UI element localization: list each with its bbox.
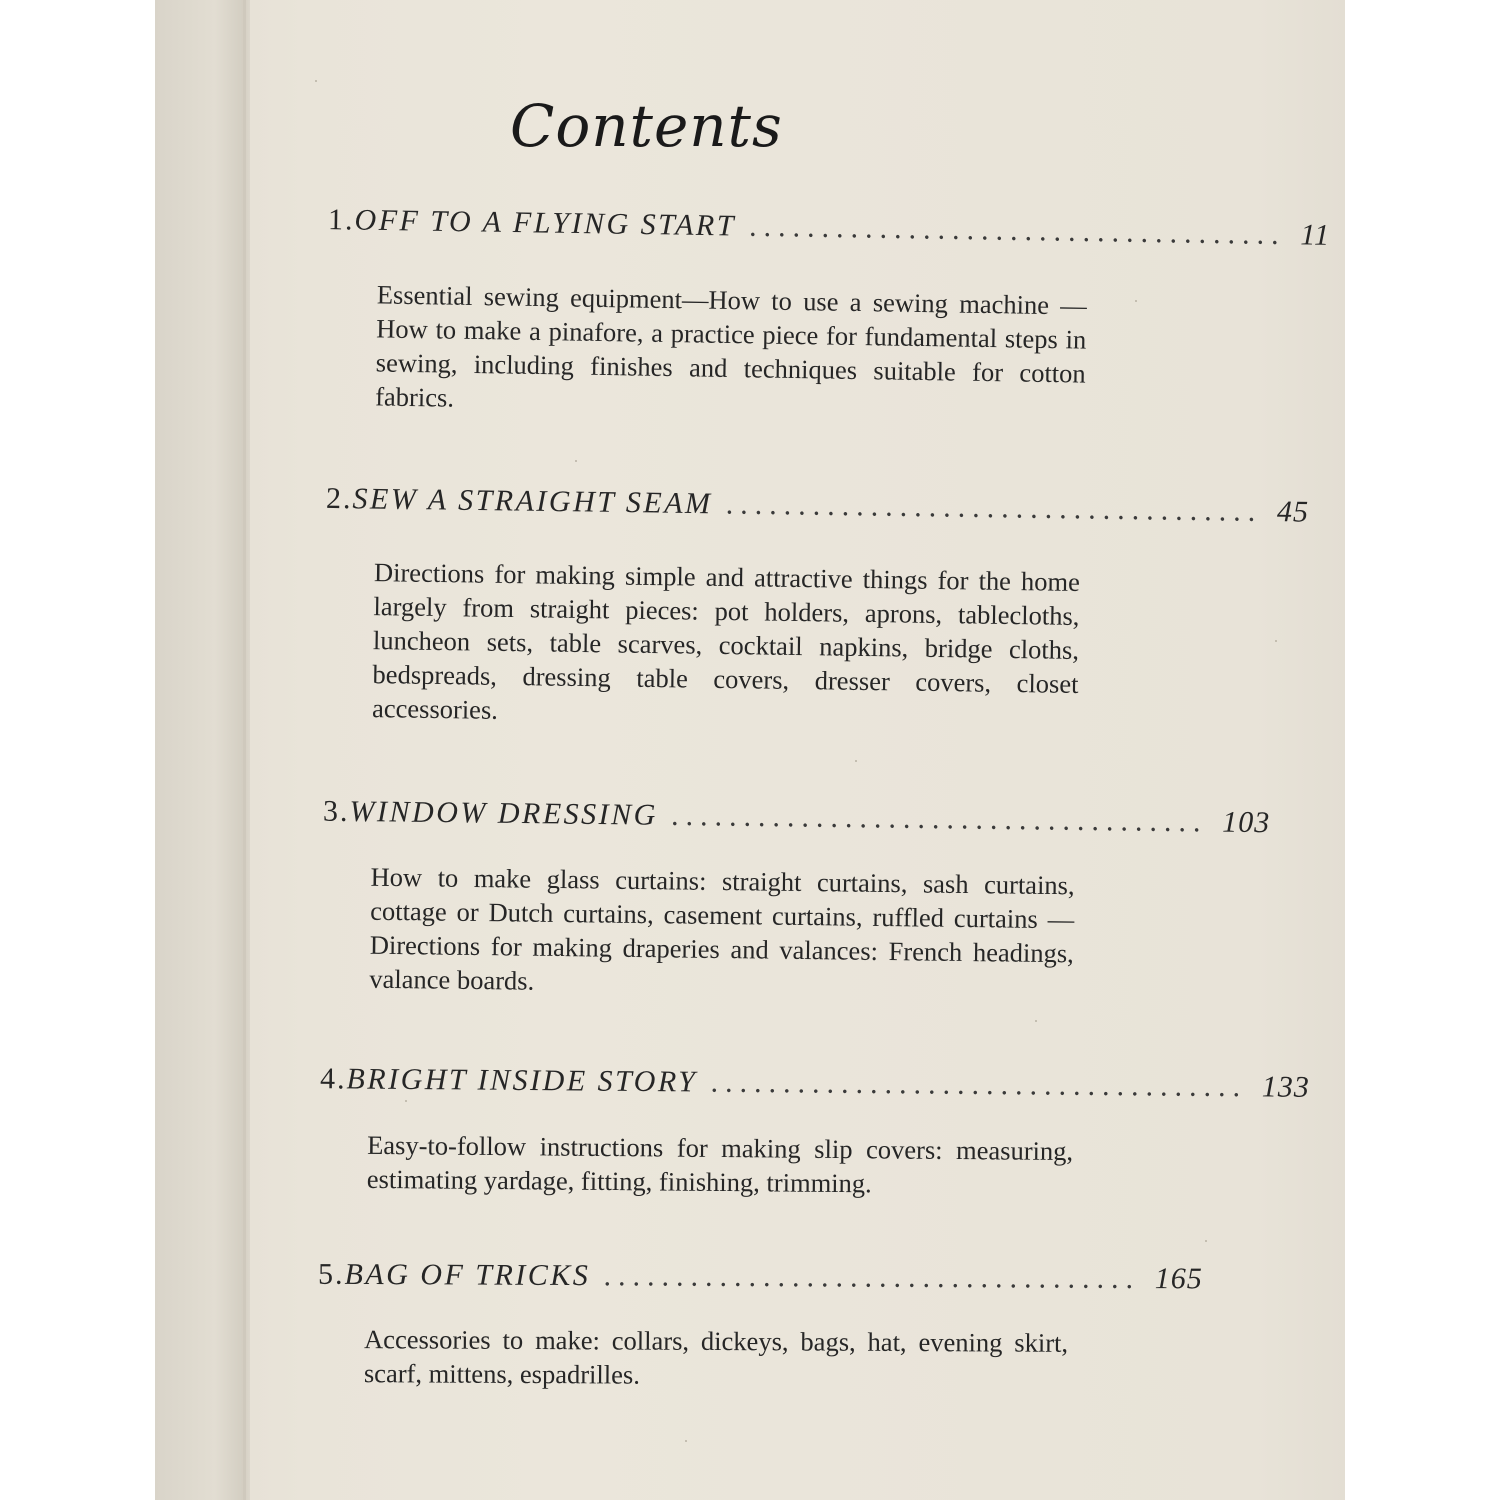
entry-page-number: 133 <box>1261 1070 1311 1104</box>
paper-speck <box>1035 1020 1037 1022</box>
paper-speck <box>315 80 317 82</box>
paper-speck <box>405 1100 407 1102</box>
entry-number: 1. <box>327 203 355 237</box>
entry-description: Easy-to-follow instructions for making slip covers: measuring, estimating yardage, fitting, finishing, trimming. <box>366 1129 1074 1199</box>
entry-number: 4. <box>319 1062 347 1096</box>
entry-page-number: 165 <box>1154 1262 1203 1296</box>
entry-description: Essential sewing equipment—How to use a sewing machine —How to make a pinafore, a practice piece for fundamental steps in sewing, including finishes and techniques suitable for cotton fabrics. <box>375 279 1087 413</box>
entry-number: 3. <box>322 794 350 828</box>
entry-page-number: 11 <box>1300 218 1331 252</box>
entry-title: BAG OF TRICKS <box>344 1257 591 1293</box>
page-title: Contents <box>510 92 783 160</box>
paper-speck <box>685 1440 687 1442</box>
paper-speck <box>1135 300 1137 302</box>
entry-description: How to make glass curtains: straight curtains, sash curtains, cottage or Dutch curtains, casement curtains, ruffled curtains — Directions for making draperies and valances: French headings, valance boards. <box>369 861 1075 996</box>
entry-description: Accessories to make: collars, dickeys, bags, hat, evening skirt, scarf, mittens, espadrilles. <box>363 1324 1069 1390</box>
book-gutter <box>155 0 250 1500</box>
dot-leader: ..................................... <box>671 798 1209 839</box>
entry-title: WINDOW DRESSING <box>349 794 659 832</box>
entry-title: SEW A STRAIGHT SEAM <box>352 482 713 521</box>
entry-description: Directions for making simple and attractive things for the home largely from straight pieces: pot holders, aprons, tablecloths, luncheon sets, table scarves, cocktail napkins, bridge cloths, bedspreads, dressing table covers, dresser covers, closet accessories. <box>371 557 1081 725</box>
entry-title: BRIGHT INSIDE STORY <box>346 1062 698 1099</box>
entry-number: 2. <box>325 481 353 516</box>
paper-speck <box>1275 640 1277 642</box>
paper-speck <box>575 460 577 462</box>
dot-leader: ..................................... <box>711 1065 1249 1104</box>
paper-speck <box>1205 1240 1207 1242</box>
entry-page-number: 103 <box>1222 805 1271 840</box>
dot-leader: ..................................... <box>749 209 1287 252</box>
entry-page-number: 45 <box>1276 495 1310 529</box>
paper-speck <box>855 760 857 762</box>
entry-number: 5. <box>317 1257 345 1291</box>
gutter-edge <box>243 0 246 1500</box>
toc-entry-heading[interactable] <box>317 1257 1203 1297</box>
entry-title: OFF TO A FLYING START <box>354 203 737 243</box>
dot-leader: ..................................... <box>726 487 1264 528</box>
dot-leader: ..................................... <box>604 1259 1141 1296</box>
